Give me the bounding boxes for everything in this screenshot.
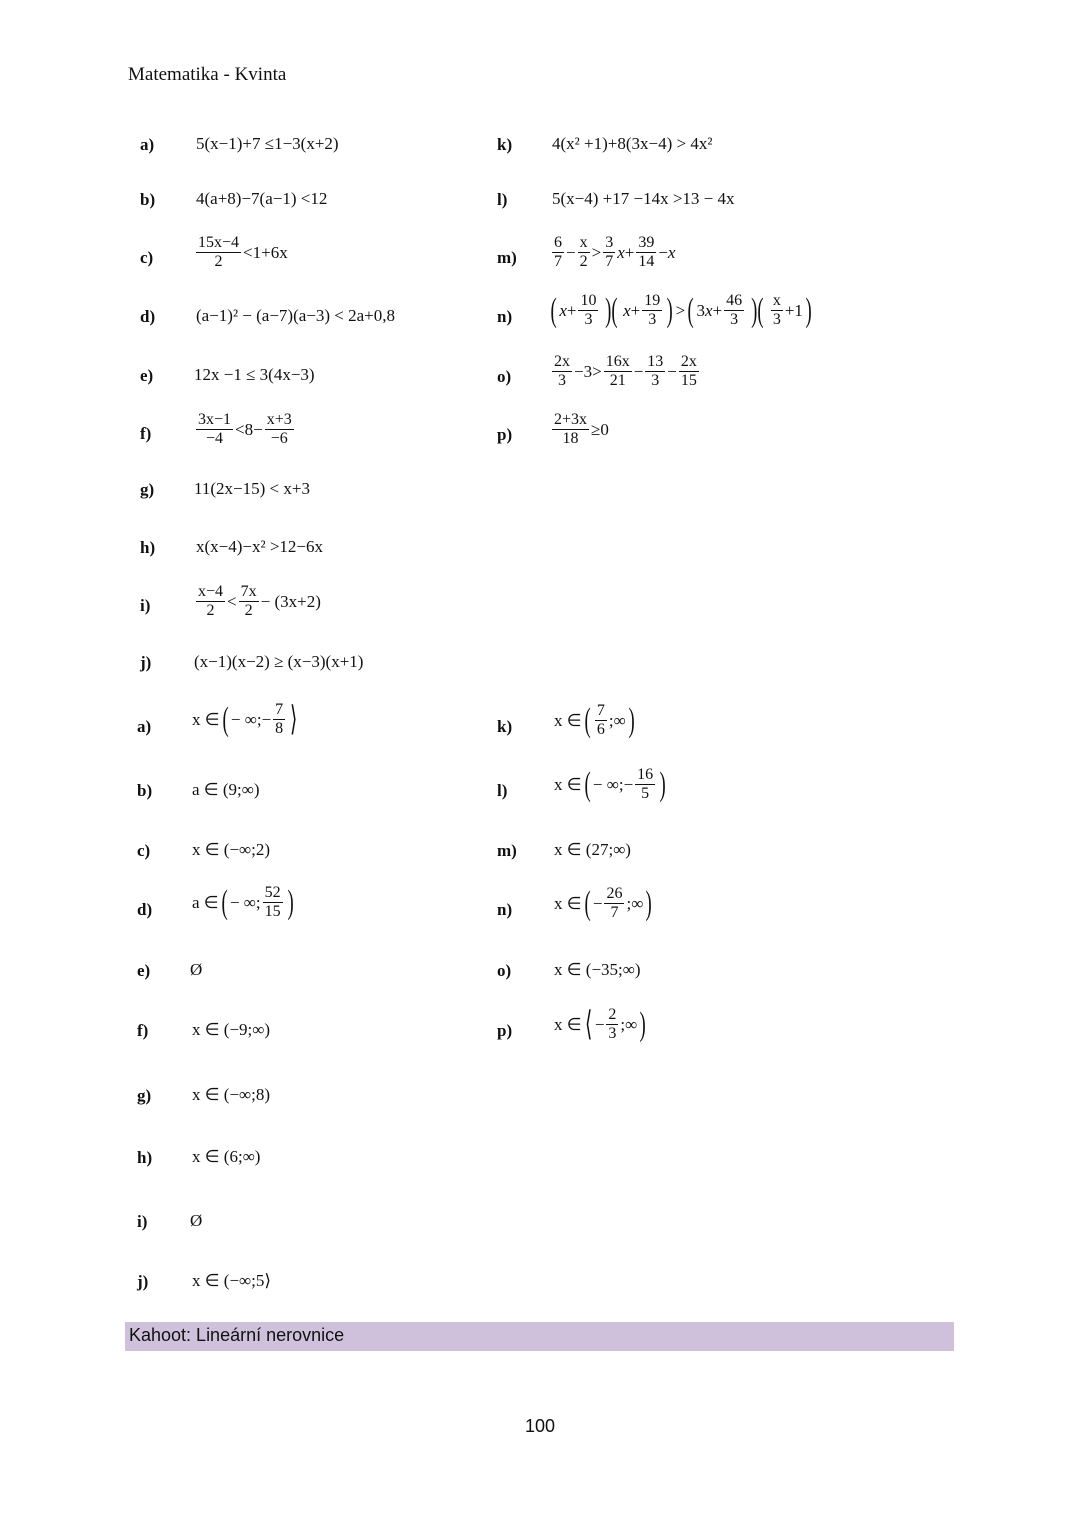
exercise-label: p)	[497, 425, 513, 444]
exercise-label: j)	[140, 653, 152, 672]
exercise-label: o)	[497, 367, 512, 386]
fraction: $\frac{7}{8}$	[275, 701, 284, 738]
kahoot-link[interactable]: Kahoot: Lineární nerovnice	[129, 1325, 345, 1345]
solution-label: m)	[497, 841, 517, 860]
exercise-label: g)	[140, 480, 155, 499]
exercise-expression: $\frac{6}{7}$ − $\frac{x}{2}$ > $\frac{3}{7}$ x + $\frac{39}{14}$ − x	[554, 234, 676, 271]
solution-expression: x ∈ ( − $\frac{26}{7}$ ;∞ )	[554, 884, 653, 922]
exercise-expression: 4(a+8)−7(a−1) <12	[196, 189, 328, 208]
exercise-expression: 12x −1 ≤ 3(4x−3)	[194, 365, 315, 384]
fraction: $\frac{46}{3}$	[726, 292, 743, 329]
solution-label: c)	[137, 841, 151, 860]
fraction: $\frac{39}{14}$	[638, 234, 655, 271]
solution-expression: x ∈ (−∞;5⟩	[192, 1271, 272, 1290]
solution-label: p)	[497, 1021, 513, 1040]
page-header: Matematika - Kvinta	[128, 64, 287, 85]
solution-label: o)	[497, 961, 512, 980]
fraction: $\frac{2+3x}{18}$	[554, 411, 588, 448]
fraction: $\frac{19}{3}$	[644, 292, 661, 329]
exercise-expression: 5(x−4) +17 −14x >13 − 4x	[552, 189, 735, 208]
page-number: 100	[524, 1416, 556, 1436]
exercise-label: b)	[140, 190, 156, 209]
fraction: $\frac{52}{15}$	[264, 884, 281, 921]
fraction: $\frac{7x}{2}$	[240, 583, 257, 620]
solution-label: b)	[137, 781, 153, 800]
fraction: $\frac{x}{2}$	[579, 234, 588, 271]
fraction: $\frac{10}{3}$	[580, 292, 597, 329]
fraction: $\frac{2x}{3}$	[554, 353, 570, 390]
exercise-expression: $\frac{2+3x}{18}$ ≥0	[554, 411, 609, 448]
exercise-expression: ( x + $\frac{10}{3}$ )( x + $\frac{19}{3}$ ) > ( 3 x + $\frac{46}{3}$ )( $\frac{x}{3}$ +1 )	[550, 291, 812, 329]
exercise-label: n)	[497, 307, 513, 326]
exercise-expression: x(x−4)−x² >12−6x	[196, 537, 324, 556]
solution-label: n)	[497, 900, 513, 919]
fraction: $\frac{6}{7}$	[554, 234, 562, 271]
fraction: $\frac{13}{3}$	[647, 353, 664, 390]
fraction: $\frac{3x-1}{-4}$	[198, 411, 232, 448]
exercise-label: k)	[497, 135, 513, 154]
exercise-expression: 11(2x−15) < x+3	[194, 479, 310, 498]
solution-label: k)	[497, 717, 513, 736]
exercise-expression: $\frac{3x-1}{-4}$ <8− $\frac{x+3}{-6}$	[198, 411, 292, 448]
exercise-label: a)	[140, 135, 155, 154]
exercise-expression: 5(x−1)+7 ≤1−3(x+2)	[196, 134, 339, 153]
solution-expression: x ∈ (27;∞)	[554, 840, 631, 859]
fraction: $\frac{16x}{21}$	[605, 353, 630, 390]
fraction: $\frac{3}{7}$	[605, 234, 614, 271]
solution-label: g)	[137, 1086, 152, 1105]
solution-expression: x ∈ ( − ∞;− $\frac{7}{8}$ ⟩	[192, 700, 298, 738]
fraction: $\frac{2x}{15}$	[680, 353, 697, 390]
exercise-label: h)	[140, 538, 156, 557]
solution-label: a)	[137, 717, 152, 736]
solution-label: f)	[137, 1021, 149, 1040]
exercise-expression: $\frac{15x-4}{2}$ <1+6x	[198, 234, 288, 271]
fraction: $\frac{2}{3}$	[608, 1006, 617, 1043]
solution-expression: a ∈ ( − ∞; $\frac{52}{15}$ )	[192, 883, 294, 921]
exercise-label: l)	[497, 190, 508, 209]
exercise-label: d)	[140, 307, 156, 326]
solution-expression: x ∈ (6;∞)	[192, 1147, 261, 1166]
fraction: $\frac{x}{3}$	[772, 292, 781, 329]
solution-expression: x ∈ (−9;∞)	[192, 1020, 271, 1039]
fraction: $\frac{x+3}{-6}$	[266, 411, 292, 448]
fraction: $\frac{7}{6}$	[596, 702, 605, 739]
solution-label: j)	[137, 1272, 149, 1291]
exercise-label: i)	[140, 596, 151, 615]
exercise-expression: (a−1)² − (a−7)(a−3) < 2a+0,8	[196, 306, 396, 325]
solution-label: i)	[137, 1212, 148, 1231]
exercise-expression: (x−1)(x−2) ≥ (x−3)(x+1)	[194, 652, 364, 671]
exercise-expression: 4(x² +1)+8(3x−4) > 4x²	[552, 134, 713, 153]
fraction: $\frac{x-4}{2}$	[198, 583, 224, 620]
solution-expression: Ø	[190, 960, 203, 979]
fraction: $\frac{15x-4}{2}$	[198, 234, 240, 271]
solution-label: h)	[137, 1148, 153, 1167]
solution-expression: x ∈ (−∞;2)	[192, 840, 271, 859]
solution-expression: x ∈ ( $\frac{7}{6}$ ;∞ )	[554, 701, 635, 739]
exercise-label: m)	[497, 248, 517, 267]
fraction: $\frac{16}{5}$	[637, 766, 654, 803]
solution-expression: Ø	[190, 1211, 203, 1230]
exercise-label: e)	[140, 366, 154, 385]
solution-expression: x ∈ (−35;∞)	[554, 960, 641, 979]
exercise-label: c)	[140, 248, 154, 267]
solution-expression: a ∈ (9;∞)	[192, 780, 260, 799]
exercise-expression: $\frac{x-4}{2}$ < $\frac{7x}{2}$ − (3x+2)	[198, 583, 321, 620]
solution-expression: x ∈ ( − ∞;− $\frac{16}{5}$ )	[554, 765, 666, 803]
solution-expression: x ∈ ⟨ − $\frac{2}{3}$ ;∞ )	[554, 1005, 647, 1043]
fraction: $\frac{26}{7}$	[606, 885, 623, 922]
solution-label: l)	[497, 781, 508, 800]
solution-expression: x ∈ (−∞;8)	[192, 1085, 271, 1104]
exercise-expression: $\frac{2x}{3}$ −3> $\frac{16x}{21}$ − $\frac{13}{3}$ − $\frac{2x}{15}$	[554, 353, 697, 390]
exercise-label: f)	[140, 424, 152, 443]
solution-label: d)	[137, 900, 153, 919]
solution-label: e)	[137, 961, 151, 980]
